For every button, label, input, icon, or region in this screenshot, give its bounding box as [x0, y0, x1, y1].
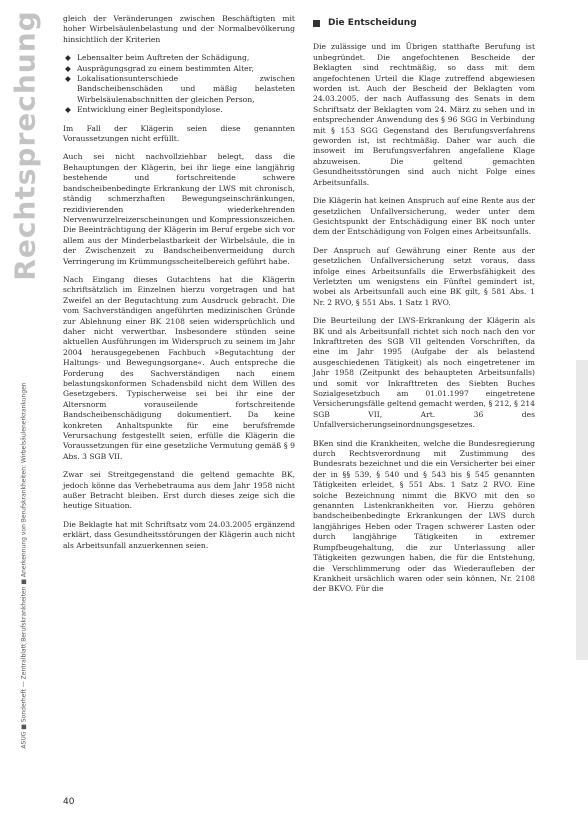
list-item: ◆ Entwicklung einer Begleitspondylose.	[65, 105, 223, 115]
list-item: ◆ Lokalisationsunterschiede zwischen Bandscheibenschäden und mäßig belasteten Wirbelsäulenabschnitten der gleichen Person,	[65, 74, 295, 104]
list-item: ◆ Ausprägungsgrad zu einem bestimmten Alter,	[65, 63, 254, 73]
body-paragraph: Auch sei nicht nachvollziehbar belegt, dass die Behauptungen der Klägerin, bei ihr liege eine langjährig bestehende und fortschreitende schwere bandscheibenbedingte Erkrankung der LWS mit chronisch, ständig schmerzhaften Bewegungseinschränkungen, rezidivierenden wiederkehrenden Nervenwurzelreizerscheinungen und Kompressionszeichen. Die Beeinträchtigung der Klägerin im Beruf ergebe sich vor allem aus der Minderbelastbarkeit der Wirbelsäule, die in der Zwischenzeit zu Bandscheibenvermeidung durch Verringerung im Krümmungsscheitelbereich geführt habe.	[63, 152, 295, 266]
body-paragraph: Nach Eingang dieses Gutachtens hat die Klägerin schriftsätzlich im Einzelnen hierzu vorgetragen und hat Zweifel an der Begutachtung zum Ausdruck gebracht. Die vom Sachverständigen angeführten medizinischen Gründe zur Ablehnung einer BK 2108 seien widersprüchlich und daher nicht verwertbar. Insbesondere stünden seine aktuellen Ausführungen im Widerspruch zu seinem im Jahr 2004 herausgegebenen Fachbuch »Begutachtung der Haltungs- und Bewegungsorgane«. Auch entspreche die Forderung des Sachverständigen nach einem belastungskonformen Schadensbild nicht dem Willen des Gesetzgebers. Typischerweise sei bei ihr eine der Altersnorm vorauseilende fortschreitende Bandscheibenschädigung dokumentiert. Da keine konkreten Anhaltspunkte für eine berufsfremde Verursachung festgestellt seien, erfülle die Klägerin die Voraussetzungen für eine gesetzliche Vermutung gemäß § 9 Abs. 3 SGB VII.	[63, 274, 295, 461]
section-heading	[313, 18, 535, 28]
bullet-icon: ◆	[65, 53, 71, 63]
body-paragraph: Die Beklagte hat mit Schriftsatz vom 24.03.2005 ergänzend erklärt, dass Gesundheitsstörungen der Klägerin auch nicht als Arbeitsunfall anzuerkennen seien.	[63, 519, 295, 550]
body-paragraph: Die Klägerin hat keinen Anspruch auf eine Rente aus der gesetzlichen Unfallversicherung, weder unter dem Gesichtspunkt der Entschädigung einer BK noch unter dem der Entschädigung von Folgen eines Arbeitsunfalls.	[313, 196, 535, 237]
criteria-list	[63, 53, 295, 115]
bullet-icon: ◆	[65, 63, 71, 73]
bullet-icon: ◆	[65, 105, 71, 115]
bullet-icon: ◆	[65, 74, 71, 84]
intro-paragraph: gleich der Veränderungen zwischen Beschäftigten mit hoher Wirbelsäulenbelastung und der Normalbevölkerung hinsichtlich der Kriterien	[63, 14, 295, 44]
running-footer-vertical	[14, 330, 34, 800]
body-paragraph: Zwar sei Streitgegenstand die geltend gemachte BK, jedoch könne das Verhebetrauma aus dem Jahr 1958 nicht außer Betracht bleiben. Erst durch dieses zeige sich die heutige Situation.	[63, 470, 295, 511]
square-bullet-icon	[313, 20, 320, 27]
section-title-vertical	[8, 9, 42, 281]
body-paragraph: Im Fall der Klägerin seien diese genannten Voraussetzungen nicht erfüllt.	[63, 123, 295, 144]
right-column	[313, 14, 535, 603]
list-item: ◆ Lebensalter beim Auftreten der Schädigung,	[65, 53, 250, 63]
body-paragraph: Die Beurteilung der LWS-Erkrankung der Klägerin als BK und als Arbeitsunfall richtet sich noch nach den vor Inkrafttreten des SGB VII geltenden Vorschriften, da eine im Jahr 1995 (Aufgabe der als belastend ausgeschiedenen Tätigkeit) als noch eingetretener im Jahr 1958 (Zeitpunkt des behaupteten Arbeitsunfalls) und somit vor Inkrafttreten des Siebten Buches Sozialgesetzbuch am 01.01.1997 eingetretene Versicherungsfälle geltend gemacht werden, § 212, § 214 SGB VII, Art. 36 des Unfallversicherungseinordnungsgesetzes.	[313, 316, 535, 430]
margin-tab	[576, 360, 588, 660]
running-footer-text: ASUG ■ Sonderheft — Zentralblatt Berufskrankheiten ■ Anerkennung von Berufskrankheiten: Wirbelsäulenerkrankungen	[20, 381, 28, 749]
body-paragraph: Die zulässige und im Übrigen statthafte Berufung ist unbegründet. Die angefochtenen Bescheide der Beklagten sind rechtmäßig, so dass mit dem angefochtenen Urteil die Klage zutreffend abgewiesen worden ist. Auch der Bescheid der Beklagten vom 24.03.2005, der nach Auffassung des Senats in dem Schriftsatz der Beklagten vom 24. März zu sehen und in entsprechender Anwendung des § 96 SGG in Verbindung mit § 153 SGG Gegenstand des Berufungsverfahrens geworden ist, ist rechtmäßig. Daher war auch die insoweit im Berufungsverfahren angefallene Klage abzuweisen. Die geltend gemachten Gesundheitsstörungen sind auch nicht Folge eines Arbeitsunfalls.	[313, 42, 535, 187]
body-paragraph: Der Anspruch auf Gewährung einer Rente aus der gesetzlichen Unfallversicherung setzt voraus, dass infolge eines Arbeitsunfalls die Erwerbsfähigkeit des Verletzten um wenigstens ein Fünftel gemindert ist, wobei als Arbeitsunfall auch eine BK gilt, § 581 Abs. 1 Nr. 2 RVO, § 551 Abs. 1 Satz 1 RVO.	[313, 245, 535, 307]
left-column	[63, 14, 295, 559]
page-number: 40	[63, 797, 75, 807]
section-title-text: Rechtsprechung	[8, 9, 42, 281]
section-heading-text: Die Entscheidung	[328, 18, 417, 28]
body-paragraph: BKen sind die Krankheiten, welche die Bundesregierung durch Rechtsverordnung mit Zustimmung des Bundesrats bezeichnet und die ein Versicherter bei einer der in §§ 539, § 540 und § 543 bis § 545 genannten Tätigkeiten erleidet, § 551 Abs. 1 Satz 2 RVO. Eine solche Bezeichnung nimmt die BKVO mit den so genannten Listenkrankheiten vor. Hierzu gehören bandscheibenbedingte Erkrankungen der LWS durch langjähriges Heben oder Tragen schwerer Lasten oder durch langjährige Tätigkeiten in extremer Rumpfbeugehaltung, die zur Unterlassung aller Tätigkeiten gezwungen haben, die für die Entstehung, die Verschlimmerung oder das Wiederaufleben der Krankheit ursächlich waren oder sein können, Nr. 2108 der BKVO. Für die	[313, 438, 535, 594]
